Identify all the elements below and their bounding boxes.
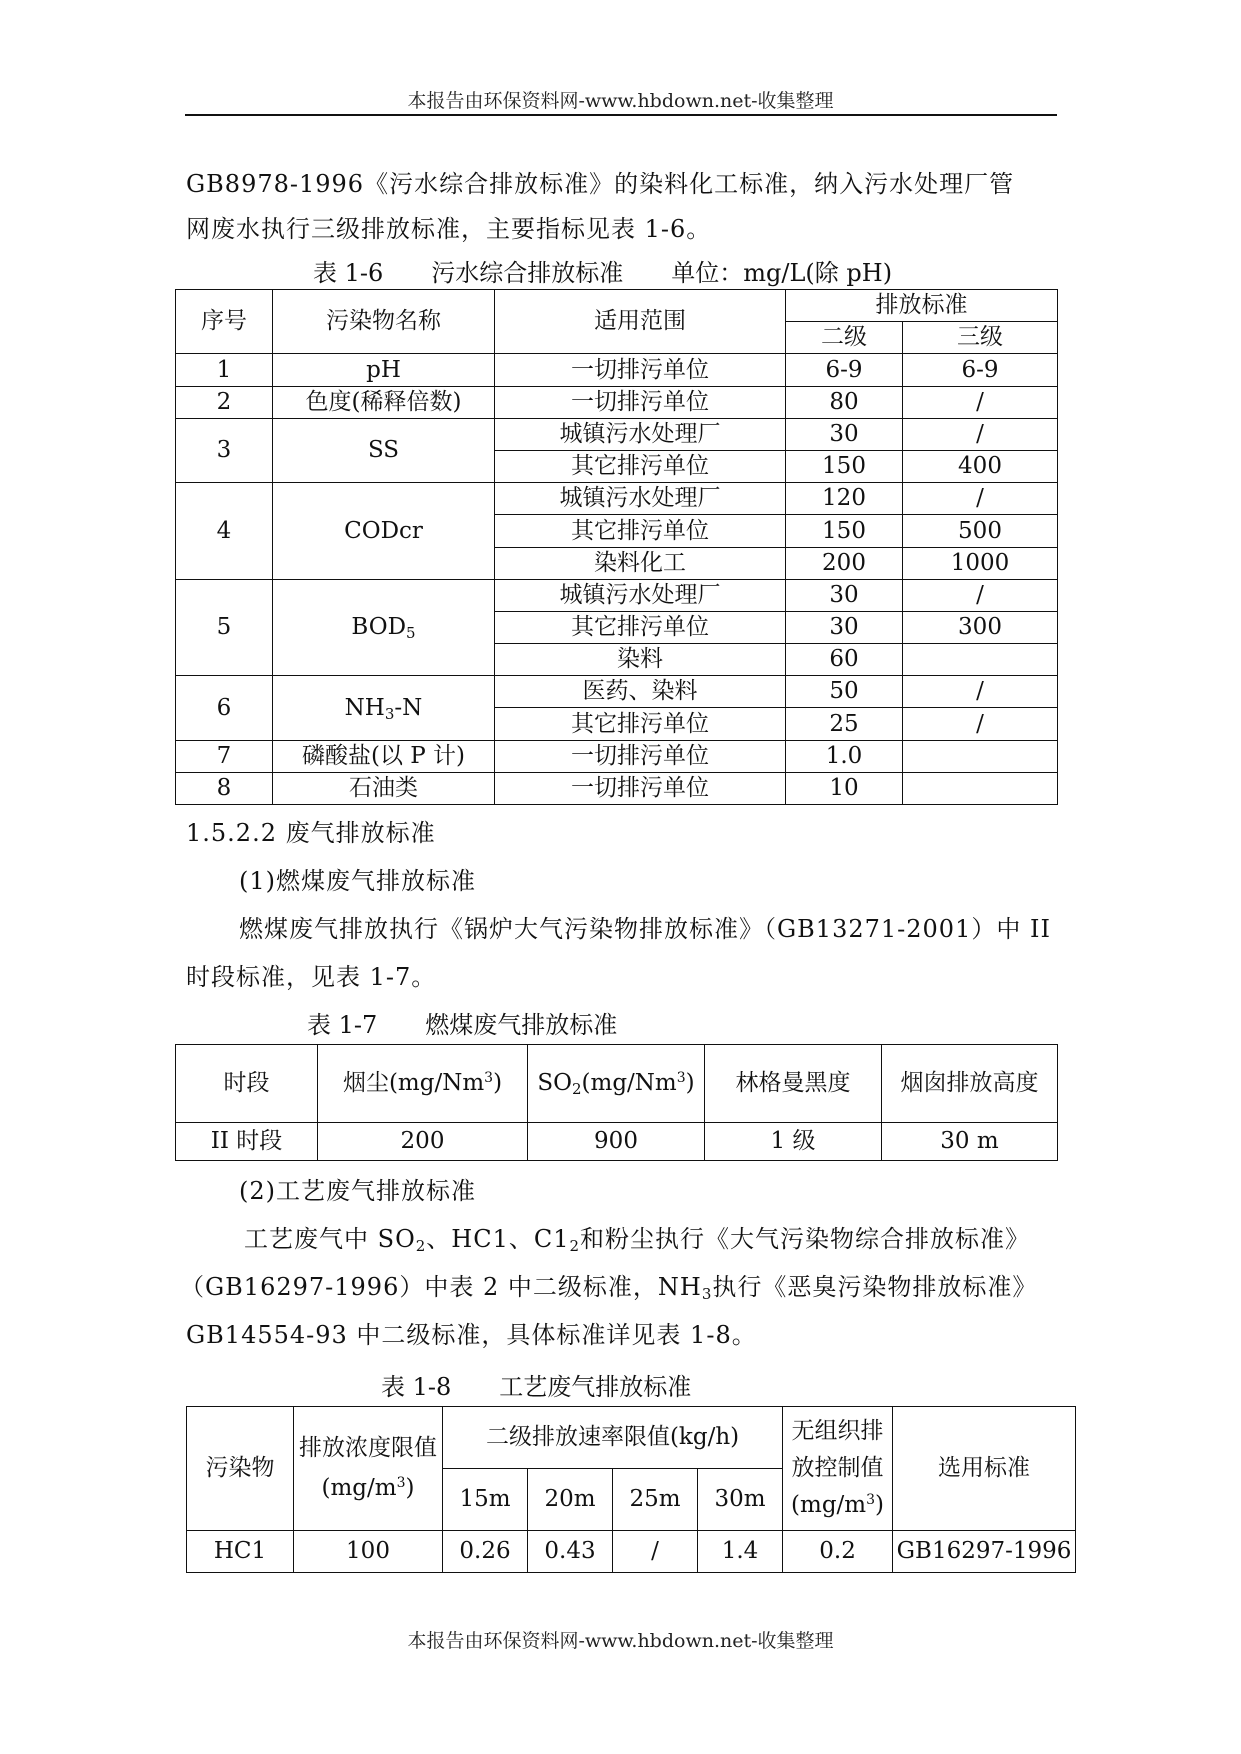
cell-name: 磷酸盐(以 P 计) [273, 740, 495, 772]
header-pollutant: 污染物 [187, 1407, 294, 1531]
cell-grade2: 80 [786, 386, 903, 418]
header-so2 [528, 1045, 705, 1123]
table-1-7 [175, 1044, 1058, 1161]
cell-scope: 其它排污单位 [495, 450, 786, 482]
fugitive-unit: (mg/m [791, 1491, 867, 1518]
cell-scope: 其它排污单位 [495, 611, 786, 643]
cell-grade3 [903, 740, 1058, 772]
cell-grade3: / [903, 708, 1058, 740]
table-1-8 [186, 1406, 1076, 1573]
cell-grade3: / [903, 579, 1058, 611]
so2-sup: 3 [676, 1070, 686, 1087]
paragraph-line: 燃煤废气排放执行《锅炉大气污染物排放标准》（GB13271-2001）中 II [239, 915, 1051, 943]
header-ringelmann: 林格曼黑度 [705, 1045, 882, 1123]
cell-scope: 染料化工 [495, 547, 786, 579]
header-standard: 选用标准 [893, 1407, 1076, 1531]
cell-no: 1 [176, 354, 273, 386]
name-text: NH [344, 694, 385, 721]
cell-scope: 城镇污水处理厂 [495, 579, 786, 611]
so2-tail: ) [685, 1070, 695, 1097]
cell-so2: 900 [528, 1123, 705, 1161]
table-row [176, 386, 1058, 418]
cell-grade3 [903, 644, 1058, 676]
subscript: 2 [569, 1237, 581, 1255]
cell-scope: 城镇污水处理厂 [495, 483, 786, 515]
table-row [176, 740, 1058, 772]
table-1-6 [175, 289, 1058, 805]
cell-grade2: 30 [786, 579, 903, 611]
cell-dust: 200 [318, 1123, 528, 1161]
cell-pollutant: HC1 [187, 1531, 294, 1573]
cell-scope: 一切排污单位 [495, 740, 786, 772]
header-emission-rate: 二级排放速率限值(kg/h) [443, 1407, 783, 1469]
subsection-heading: (1)燃煤废气排放标准 [239, 867, 476, 895]
dust-sup: 3 [484, 1070, 494, 1087]
cell-grade3: 1000 [903, 547, 1058, 579]
table-1-8-caption: 表 1-8 工艺废气排放标准 [381, 1373, 692, 1401]
cell-chimney-height: 30 m [882, 1123, 1058, 1161]
header-no: 序号 [176, 290, 273, 354]
conc-unit: (mg/m [321, 1474, 397, 1501]
cell-grade3: 400 [903, 450, 1058, 482]
paragraph-line: GB14554-93 中二级标准，具体标准详见表 1-8。 [186, 1321, 757, 1349]
text-run: 工艺废气中 SO [244, 1225, 416, 1253]
cell-grade2: 60 [786, 644, 903, 676]
cell-scope: 一切排污单位 [495, 386, 786, 418]
cell-no: 4 [176, 483, 273, 580]
header-height-15m: 15m [443, 1469, 528, 1531]
cell-grade2: 6-9 [786, 354, 903, 386]
cell-grade2: 50 [786, 676, 903, 708]
cell-scope: 医药、染料 [495, 676, 786, 708]
cell-name [273, 579, 495, 676]
header-fugitive [783, 1407, 893, 1531]
cell-no: 5 [176, 579, 273, 676]
section-heading: 1.5.2.2 废气排放标准 [186, 819, 436, 847]
cell-grade3: / [903, 676, 1058, 708]
table-row [176, 676, 1058, 708]
paragraph-line [244, 1219, 1030, 1254]
subsection-heading: (2)工艺废气排放标准 [239, 1177, 476, 1205]
table-row [176, 354, 1058, 386]
cell-grade3: / [903, 386, 1058, 418]
cell-ringelmann: 1 级 [705, 1123, 882, 1161]
table-row [176, 1123, 1058, 1161]
cell-name: 色度(稀释倍数) [273, 386, 495, 418]
subscript: 3 [701, 1285, 713, 1303]
cell-rate-20m: 0.43 [528, 1531, 613, 1573]
name-subscript: 5 [406, 624, 416, 643]
cell-grade2: 30 [786, 418, 903, 450]
cell-name [273, 676, 495, 740]
name-text: BOD [351, 614, 407, 641]
dust-label: 烟尘(mg/Nm [342, 1070, 485, 1097]
cell-scope: 城镇污水处理厂 [495, 418, 786, 450]
cell-period: II 时段 [176, 1123, 318, 1161]
fugitive-label: 无组织排放控制值 [791, 1418, 884, 1482]
header-grade2: 二级 [786, 322, 903, 354]
cell-fugitive: 0.2 [783, 1531, 893, 1573]
header-rule [185, 114, 1057, 116]
cell-grade2: 10 [786, 772, 903, 804]
cell-grade3: 500 [903, 515, 1058, 547]
header-height-20m: 20m [528, 1469, 613, 1531]
cell-grade3: / [903, 418, 1058, 450]
text-run: 、HC1、C1 [426, 1225, 570, 1253]
so2-sub: 2 [571, 1080, 582, 1099]
fugitive-tail: ) [875, 1491, 885, 1518]
cell-no: 2 [176, 386, 273, 418]
cell-no: 3 [176, 418, 273, 482]
so2-label: SO [537, 1070, 572, 1097]
cell-name: 石油类 [273, 772, 495, 804]
cell-no: 7 [176, 740, 273, 772]
fugitive-sup: 3 [866, 1491, 876, 1508]
cell-name: CODcr [273, 483, 495, 580]
cell-grade2: 25 [786, 708, 903, 740]
cell-standard: GB16297-1996 [893, 1531, 1076, 1573]
table-1-7-caption: 表 1-7 燃煤废气排放标准 [307, 1011, 618, 1039]
cell-grade3 [903, 772, 1058, 804]
page-footer: 本报告由环保资料网-www.hbdown.net-收集整理 [407, 1630, 834, 1652]
cell-name: pH [273, 354, 495, 386]
header-chimney-height: 烟囱排放高度 [882, 1045, 1058, 1123]
cell-rate-25m: / [613, 1531, 698, 1573]
dust-tail: ) [493, 1070, 503, 1097]
page-header: 本报告由环保资料网-www.hbdown.net-收集整理 [407, 90, 834, 112]
cell-grade2: 120 [786, 483, 903, 515]
cell-scope: 其它排污单位 [495, 515, 786, 547]
header-period: 时段 [176, 1045, 318, 1123]
cell-no: 8 [176, 772, 273, 804]
cell-concentration: 100 [294, 1531, 443, 1573]
table-row [176, 579, 1058, 611]
header-grade3: 三级 [903, 322, 1058, 354]
header-height-30m: 30m [698, 1469, 783, 1531]
header-standard: 排放标准 [786, 290, 1058, 322]
table-row [176, 483, 1058, 515]
paragraph-line [180, 1267, 1037, 1302]
header-concentration [294, 1407, 443, 1531]
cell-grade3: / [903, 483, 1058, 515]
conc-tail: ) [405, 1474, 415, 1501]
name-tail: -N [394, 694, 423, 721]
cell-scope: 染料 [495, 644, 786, 676]
cell-grade2: 150 [786, 515, 903, 547]
paragraph-line: 网废水执行三级排放标准，主要指标见表 1-6。 [186, 215, 712, 243]
cell-grade2: 30 [786, 611, 903, 643]
cell-scope: 一切排污单位 [495, 354, 786, 386]
table-row [176, 772, 1058, 804]
header-scope: 适用范围 [495, 290, 786, 354]
cell-scope: 其它排污单位 [495, 708, 786, 740]
cell-scope: 一切排污单位 [495, 772, 786, 804]
table-row [187, 1531, 1076, 1573]
header-dust [318, 1045, 528, 1123]
cell-rate-30m: 1.4 [698, 1531, 783, 1573]
cell-grade3: 300 [903, 611, 1058, 643]
paragraph-line: 时段标准，见表 1-7。 [186, 963, 437, 991]
table-row [176, 418, 1058, 450]
paragraph-line: GB8978-1996《污水综合排放标准》的染料化工标准，纳入污水处理厂管 [186, 170, 1015, 198]
cell-name: SS [273, 418, 495, 482]
cell-grade2: 1.0 [786, 740, 903, 772]
text-run: （GB16297-1996）中表 2 中二级标准，NH [180, 1273, 702, 1301]
cell-grade2: 200 [786, 547, 903, 579]
header-height-25m: 25m [613, 1469, 698, 1531]
header-pollutant-name: 污染物名称 [273, 290, 495, 354]
cell-grade3: 6-9 [903, 354, 1058, 386]
cell-grade2: 150 [786, 450, 903, 482]
table-1-6-caption: 表 1-6 污水综合排放标准 单位：mg/L(除 pH) [313, 259, 893, 287]
cell-no: 6 [176, 676, 273, 740]
text-run: 和粉尘执行《大气污染物综合排放标准》 [580, 1225, 1031, 1253]
conc-sup: 3 [396, 1474, 406, 1491]
cell-rate-15m: 0.26 [443, 1531, 528, 1573]
text-run: 执行《恶臭污染物排放标准》 [712, 1273, 1038, 1301]
name-subscript: 3 [384, 704, 395, 723]
so2-unit: (mg/Nm [581, 1070, 677, 1097]
conc-label: 排放浓度限值 [299, 1435, 437, 1462]
subscript: 2 [415, 1237, 427, 1255]
